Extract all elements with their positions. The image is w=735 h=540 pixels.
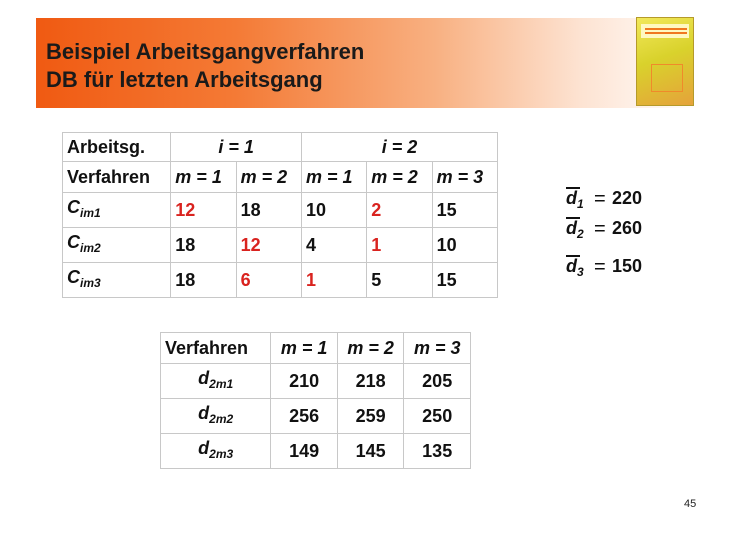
row-label: $C_{im3}$ [63, 263, 171, 298]
table-row [161, 434, 471, 469]
header-cell: m = 3 [404, 333, 471, 364]
contribution-table [160, 332, 471, 469]
header-cell: i = 2 [301, 133, 497, 162]
table-cell: 18 [171, 263, 236, 298]
book-cover-icon [636, 17, 694, 106]
title-line-1: Beispiel Arbeitsgangverfahren [46, 39, 365, 64]
header-cell: Verfahren [63, 162, 171, 193]
header-cell: Arbeitsg. [63, 133, 171, 162]
header-cell: m = 1 [301, 162, 366, 193]
header-cell: i = 1 [171, 133, 302, 162]
table-cell: 256 [271, 399, 338, 434]
table-cell: 1 [367, 228, 432, 263]
header-cell: m = 2 [236, 162, 301, 193]
table-cell: 18 [236, 193, 301, 228]
table-cell: 149 [271, 434, 338, 469]
book-title-band [641, 24, 689, 38]
page-number: 45 [684, 498, 697, 510]
table-cell: 2 [367, 193, 432, 228]
table-cell: 15 [432, 263, 497, 298]
table-row [63, 228, 498, 263]
table-cell: 205 [404, 364, 471, 399]
header-cell: m = 2 [367, 162, 432, 193]
book-graphic [651, 64, 683, 92]
table-cell: 12 [171, 193, 236, 228]
table-cell: 259 [337, 399, 404, 434]
table-cell: 10 [301, 193, 366, 228]
table-row [63, 193, 498, 228]
row-label: $d_{2m1}$ [161, 364, 271, 399]
table-cell: 4 [301, 228, 366, 263]
slide-title [46, 38, 364, 94]
table-row [63, 263, 498, 298]
table-header-row [63, 162, 498, 193]
header-cell: m = 1 [271, 333, 338, 364]
table-cell: 12 [236, 228, 301, 263]
table-cell: 135 [404, 434, 471, 469]
title-line-2: DB für letzten Arbeitsgang [46, 67, 323, 92]
table-cell: 218 [337, 364, 404, 399]
table-cell: 145 [337, 434, 404, 469]
table-cell: 250 [404, 399, 471, 434]
header-cell: m = 1 [171, 162, 236, 193]
cost-table [62, 132, 498, 298]
table-cell: 210 [271, 364, 338, 399]
book-line [645, 32, 687, 34]
table-cell: 15 [432, 193, 497, 228]
table-cell: 6 [236, 263, 301, 298]
header-cell: Verfahren [161, 333, 271, 364]
table-header-row [161, 333, 471, 364]
row-label: $d_{2m3}$ [161, 434, 271, 469]
table-cell: 10 [432, 228, 497, 263]
row-label: $d_{2m2}$ [161, 399, 271, 434]
header-cell: m = 2 [337, 333, 404, 364]
table-cell: 5 [367, 263, 432, 298]
book-line [645, 28, 687, 30]
table-row [161, 364, 471, 399]
header-cell: m = 3 [432, 162, 497, 193]
table-cell: 1 [301, 263, 366, 298]
table-cell: 18 [171, 228, 236, 263]
table-row [161, 399, 471, 434]
row-label: $C_{im2}$ [63, 228, 171, 263]
table-header-row [63, 133, 498, 162]
row-label: $C_{im1}$ [63, 193, 171, 228]
